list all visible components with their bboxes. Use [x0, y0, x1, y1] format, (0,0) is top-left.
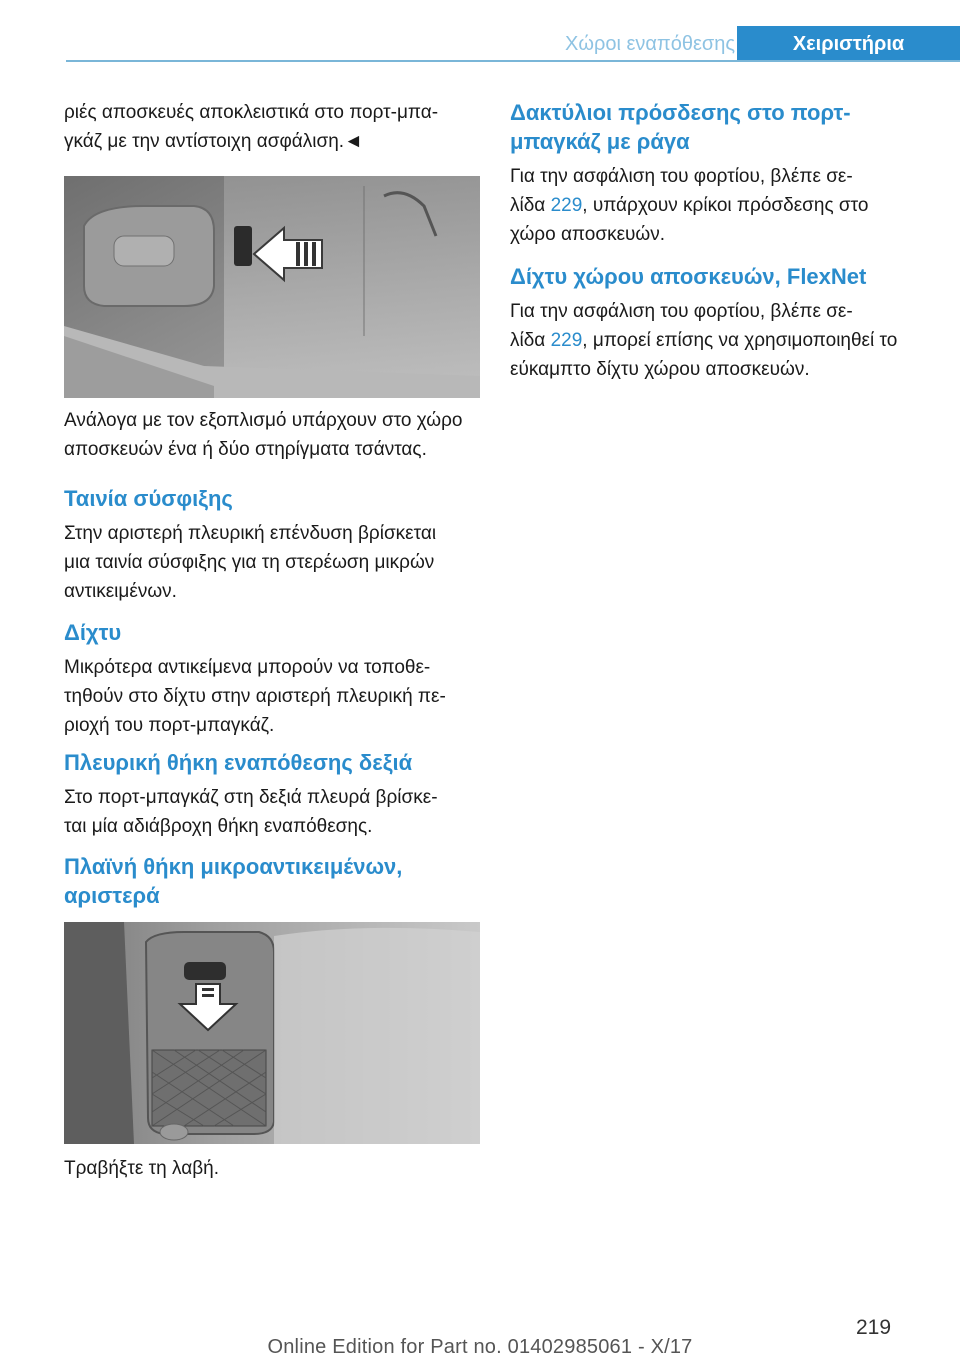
rings-heading: μπαγκάζ με ράγα: [510, 129, 690, 154]
flexnet-text: εύκαμπτο δίχτυ χώρου αποσκευών.: [510, 359, 810, 380]
net-text: Μικρότερα αντικείμενα μπορούν να τοποθε-: [64, 657, 431, 678]
intro-paragraph: [64, 98, 484, 156]
caption-line: Ανάλογα με τον εξοπλισμό υπάρχουν στο χώρο: [64, 410, 463, 431]
section-title: Χώροι εναπόθεσης: [565, 33, 735, 55]
flexnet-text-post: , μπορεί επίσης να χρησιμοποιηθεί το: [582, 330, 898, 351]
left-case-section: [64, 852, 484, 910]
page-number: 219: [856, 1316, 892, 1339]
strap-text: Στην αριστερή πλευρική επένδυση βρίσκεται: [64, 523, 437, 544]
caption-line: αποσκευών ένα ή δύο στηρίγματα τσάντας.: [64, 439, 427, 460]
flexnet-text: [510, 326, 930, 355]
caption-line: Τραβήξτε τη λαβή.: [64, 1158, 219, 1179]
rings-text: Για την ασφάλιση του φορτίου, βλέπε σε-: [510, 166, 853, 187]
flexnet-text-pre: λίδα: [510, 330, 551, 351]
strap-text: αντικειμένων.: [64, 581, 177, 602]
fig1-caption: [64, 406, 484, 464]
left-compartment-illustration: [64, 922, 480, 1144]
intro-line: γκάζ με την αντίστοιχη ασφάλιση.◄: [64, 131, 363, 152]
right-case-text: ται μία αδιάβροχη θήκη εναπόθεσης.: [64, 816, 373, 837]
right-case-text: Στο πορτ-μπαγκάζ στη δεξιά πλευρά βρίσκε-: [64, 787, 438, 808]
strap-heading: Ταινία σύσφιξης: [64, 486, 233, 511]
chapter-tab[interactable]: Χειριστήρια: [737, 26, 960, 62]
rings-heading: Δακτύλιοι πρόσδεσης στο πορτ-: [510, 100, 851, 125]
page-link-229[interactable]: 229: [550, 330, 583, 351]
page-link-229[interactable]: 229: [550, 195, 583, 216]
net-pocket: [152, 1050, 266, 1126]
rings-text-pre: λίδα: [510, 195, 551, 216]
left-case-heading: Πλαϊνή θήκη μικροαντικειμένων,: [64, 854, 403, 879]
flexnet-heading: Δίχτυ χώρου αποσκευών, FlexNet: [510, 264, 867, 289]
net-heading: Δίχτυ: [64, 620, 122, 645]
rings-section: [510, 98, 930, 249]
left-compartment-figure: [64, 922, 480, 1144]
left-case-heading: αριστερά: [64, 883, 160, 908]
rings-text-post: , υπάρχουν κρίκοι πρόσδεσης στο: [582, 195, 869, 216]
flexnet-section: [510, 262, 930, 384]
trunk-bag-hook-illustration: [64, 176, 480, 398]
right-case-section: [64, 748, 484, 841]
net-section: [64, 618, 484, 740]
strap-section: [64, 484, 484, 606]
edition-footer: Online Edition for Part no. 01402985061 - X/17: [267, 1336, 693, 1358]
net-text: ριοχή του πορτ-μπαγκάζ.: [64, 715, 275, 736]
net-text: τηθούν στο δίχτυ στην αριστερή πλευρική πε-: [64, 686, 446, 707]
flexnet-text: Για την ασφάλιση του φορτίου, βλέπε σε-: [510, 301, 853, 322]
header-rule: [66, 60, 960, 62]
trunk-bag-hook-figure: [64, 176, 480, 398]
right-case-heading: Πλευρική θήκη εναπόθεσης δεξιά: [64, 750, 413, 775]
strap-text: μια ταινία σύσφιξης για τη στερέωση μικρών: [64, 552, 435, 573]
intro-line: ριές αποσκευές αποκλειστικά στο πορτ-μπα-: [64, 102, 439, 123]
rings-text: χώρο αποσκευών.: [510, 224, 666, 245]
rings-text: [510, 191, 930, 220]
fig2-caption: [64, 1154, 484, 1183]
